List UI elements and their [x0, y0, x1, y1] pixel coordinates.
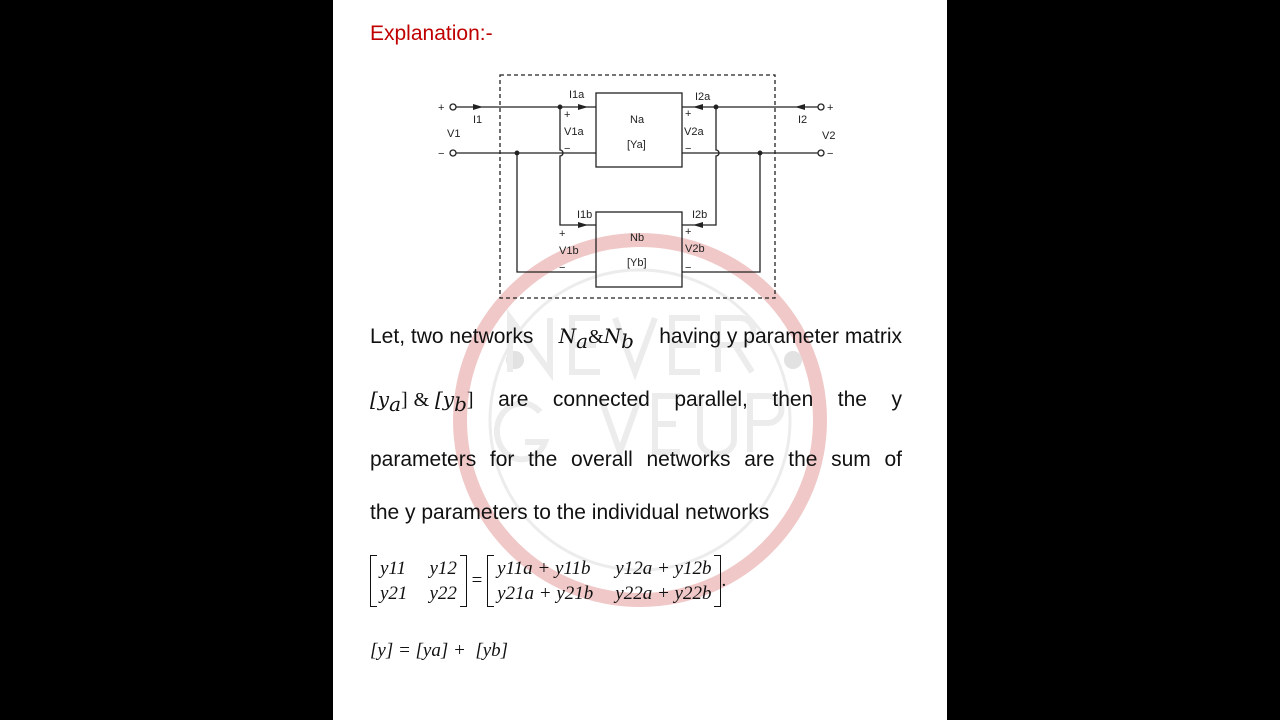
- svg-text:+: +: [564, 109, 571, 121]
- svg-text:−: −: [685, 262, 692, 274]
- svg-text:V1a: V1a: [564, 126, 584, 138]
- paragraph-line-1: Let, two networks $N_a\&N_b$ having y parameter matrix: [370, 324, 902, 354]
- svg-text:−: −: [827, 148, 834, 160]
- paragraph-line-3: parameters for the overall networks are the sum of: [370, 448, 902, 471]
- paragraph-line-4: the y parameters to the individual networks: [370, 501, 770, 524]
- svg-text:I2b: I2b: [692, 209, 708, 221]
- network-b-box: [596, 212, 682, 287]
- svg-text:−: −: [559, 262, 566, 274]
- svg-text:V2b: V2b: [685, 243, 705, 255]
- svg-text:V2: V2: [822, 130, 836, 142]
- svg-text:−: −: [438, 148, 445, 160]
- final-equation: [y] = [ya] + [yb]: [370, 640, 509, 661]
- svg-text:−: −: [564, 143, 571, 155]
- svg-text:I2a: I2a: [695, 91, 711, 103]
- svg-text:V2a: V2a: [684, 126, 704, 138]
- svg-text:Na: Na: [630, 114, 645, 126]
- svg-text:+: +: [559, 228, 566, 240]
- svg-text:V1b: V1b: [559, 245, 579, 257]
- svg-text:I1: I1: [473, 114, 483, 126]
- network-a-box: [596, 93, 682, 167]
- svg-text:Nb: Nb: [630, 232, 645, 244]
- svg-text:−: −: [685, 143, 692, 155]
- svg-text:I2: I2: [798, 114, 808, 126]
- svg-text:[Ya]: [Ya]: [627, 139, 646, 151]
- svg-text:I1a: I1a: [569, 89, 585, 101]
- matrix-equation: y11 y12 y21 y22 = y11a + y11b y12a + y12b y21a + y21b y22a + y22b .: [370, 555, 726, 607]
- svg-text:+: +: [438, 102, 445, 114]
- paragraph-line-2: $[y_a]$ & $[y_b]$ are connected parallel, then the y: [370, 387, 902, 417]
- svg-text:V1: V1: [447, 128, 461, 140]
- svg-text:+: +: [827, 102, 834, 114]
- svg-text:[Yb]: [Yb]: [627, 257, 647, 269]
- explanation-heading: Explanation:-: [370, 22, 493, 45]
- svg-text:+: +: [685, 108, 692, 120]
- svg-text:I1b: I1b: [577, 209, 593, 221]
- parallel-network-diagram: [0, 0, 1280, 320]
- svg-text:+: +: [685, 226, 692, 238]
